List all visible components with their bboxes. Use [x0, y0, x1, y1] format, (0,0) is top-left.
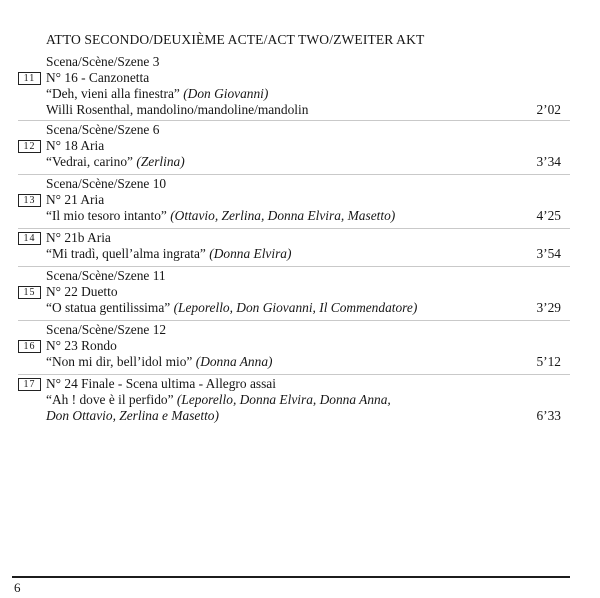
track-duration: 5’12 [536, 354, 561, 369]
piece-label: N° 18 Aria [46, 138, 105, 153]
piece-roles: (Donna Anna) [195, 354, 273, 369]
piece-title-line [0, 86, 600, 102]
track-number-box: 13 [18, 194, 41, 207]
piece-title: “Ah ! dove è il perfido” [46, 392, 174, 407]
piece-title: “Vedrai, carino” [46, 154, 133, 169]
act-title: ATTO SECONDO/DEUXIÈME ACTE/ACT TWO/ZWEITER AKT [46, 32, 425, 47]
track-number-box: 12 [18, 140, 41, 153]
piece-roles: (Zerlina) [136, 154, 185, 169]
track-12 [0, 118, 600, 172]
piece-title-line [0, 208, 600, 224]
piece-roles: (Don Giovanni) [183, 86, 269, 101]
track-list [0, 54, 600, 428]
piece-title-line [0, 392, 600, 408]
track-13 [0, 172, 600, 226]
piece-title-line [0, 300, 600, 316]
piece-label: N° 21 Aria [46, 192, 105, 207]
piece-title: “Deh, vieni alla finestra” [46, 86, 180, 101]
track-number-box: 14 [18, 232, 41, 245]
piece-label: N° 16 - Canzonetta [46, 70, 150, 85]
piece-roles: (Donna Elvira) [209, 246, 292, 261]
piece-title-line [0, 154, 600, 170]
piece-title: “Il mio tesoro intanto” [46, 208, 167, 223]
track-16 [0, 318, 600, 372]
track-duration: 3’54 [536, 246, 561, 261]
track-15 [0, 264, 600, 318]
piece-roles: (Leporello, Don Giovanni, Il Commendatore) [173, 300, 418, 315]
piece-title-line [0, 354, 600, 370]
track-11 [0, 54, 600, 118]
scene-label: Scena/Scène/Szene 11 [46, 268, 166, 283]
piece-label: N° 24 Finale - Scena ultima - Allegro assai [46, 376, 276, 391]
track-number-box: 11 [18, 72, 41, 85]
scene-label: Scena/Scène/Szene 10 [46, 176, 167, 191]
track-number-box: 15 [18, 286, 41, 299]
track-duration: 3’34 [536, 154, 561, 169]
track-17 [0, 372, 600, 428]
track-duration: 3’29 [536, 300, 561, 315]
piece-roles: (Leporello, Donna Elvira, Donna Anna, [176, 392, 391, 407]
track-duration: 6’33 [536, 408, 561, 423]
piece-label: N° 22 Duetto [46, 284, 118, 299]
page-number: 6 [14, 580, 21, 595]
track-14 [0, 226, 600, 264]
scene-label: Scena/Scène/Szene 3 [46, 54, 160, 69]
piece-roles: (Ottavio, Zerlina, Donna Elvira, Masetto) [170, 208, 396, 223]
piece-label: N° 21b Aria [46, 230, 111, 245]
piece-roles-continued: Don Ottavio, Zerlina e Masetto) [46, 408, 219, 423]
track-number-box: 17 [18, 378, 41, 391]
track-duration: 2’02 [536, 102, 561, 117]
track-duration: 4’25 [536, 208, 561, 223]
piece-title: “Mi tradì, quell’alma ingrata” [46, 246, 206, 261]
piece-label: N° 23 Rondo [46, 338, 117, 353]
scene-label: Scena/Scène/Szene 12 [46, 322, 167, 337]
piece-title: “O statua gentilissima” [46, 300, 171, 315]
scene-label: Scena/Scène/Szene 6 [46, 122, 160, 137]
track-number-box: 16 [18, 340, 41, 353]
piece-title: “Non mi dir, bell’idol mio” [46, 354, 193, 369]
bottom-rule [12, 576, 570, 578]
piece-title-line [0, 246, 600, 262]
performer-note: Willi Rosenthal, mandolino/mandoline/mandolin [46, 102, 309, 117]
